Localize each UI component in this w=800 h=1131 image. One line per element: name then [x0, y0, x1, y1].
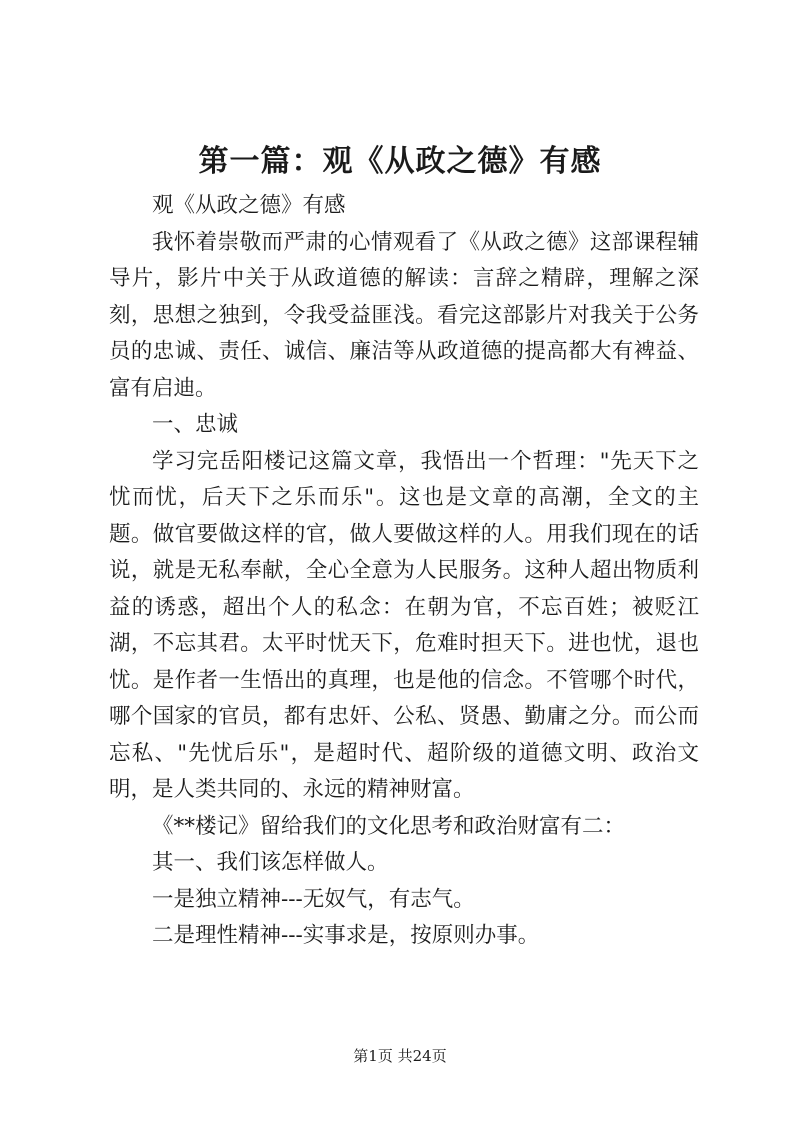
independence-paragraph: 一是独立精神---无奴气，有志气。: [152, 886, 475, 912]
section-heading-loyalty: 一、忠诚: [152, 412, 239, 437]
subtitle-paragraph: 观《从政之德》有感: [152, 193, 346, 218]
point-one-paragraph: 其一、我们该怎样做人。: [152, 850, 389, 875]
intro-paragraph: 我怀着崇敬而严肃的心情观看了《从政之德》这部课程辅导片，影片中关于从政道德的解读：言辞之精辟，理解之深刻，思想之独到，令我受益匪浅。看完这部影片对我关于公务员的忠诚、责任、诚信、廉洁等从政道德的提高都大有裨益、富有启迪。: [109, 229, 699, 401]
document-body: [109, 188, 699, 955]
loyalty-paragraph: 学习完岳阳楼记这篇文章，我悟出一个哲理："先天下之忧而忧，后天下之乐而乐"。这也是文章的高潮，全文的主题。做官要做这样的官，做人要做这样的人。用我们现在的话说，就是无私奉献，全心全意为人民服务。这种人超出物质利益的诱惑，超出个人的私念：在朝为官，不忘百姓；被贬江湖，不忘其君。太平时忧天下，危难时担天下。进也忧，退也忧。是作者一生悟出的真理，也是他的信念。不管哪个时代，哪个国家的官员，都有忠奸、公私、贤愚、勤庸之分。而公而忘私、"先忧后乐"，是超时代、超阶级的道德文明、政治文明，是人类共同的、永远的精神财富。: [109, 448, 699, 802]
rationality-paragraph: 二是理性精神---实事求是，按原则办事。: [152, 923, 540, 948]
page-number-footer: 第1页 共24页: [353, 1047, 447, 1065]
legacy-paragraph: 《**楼记》留给我们的文化思考和政治财富有二：: [152, 813, 626, 839]
document-title: 第一篇：观《从政之德》有感: [198, 144, 602, 179]
